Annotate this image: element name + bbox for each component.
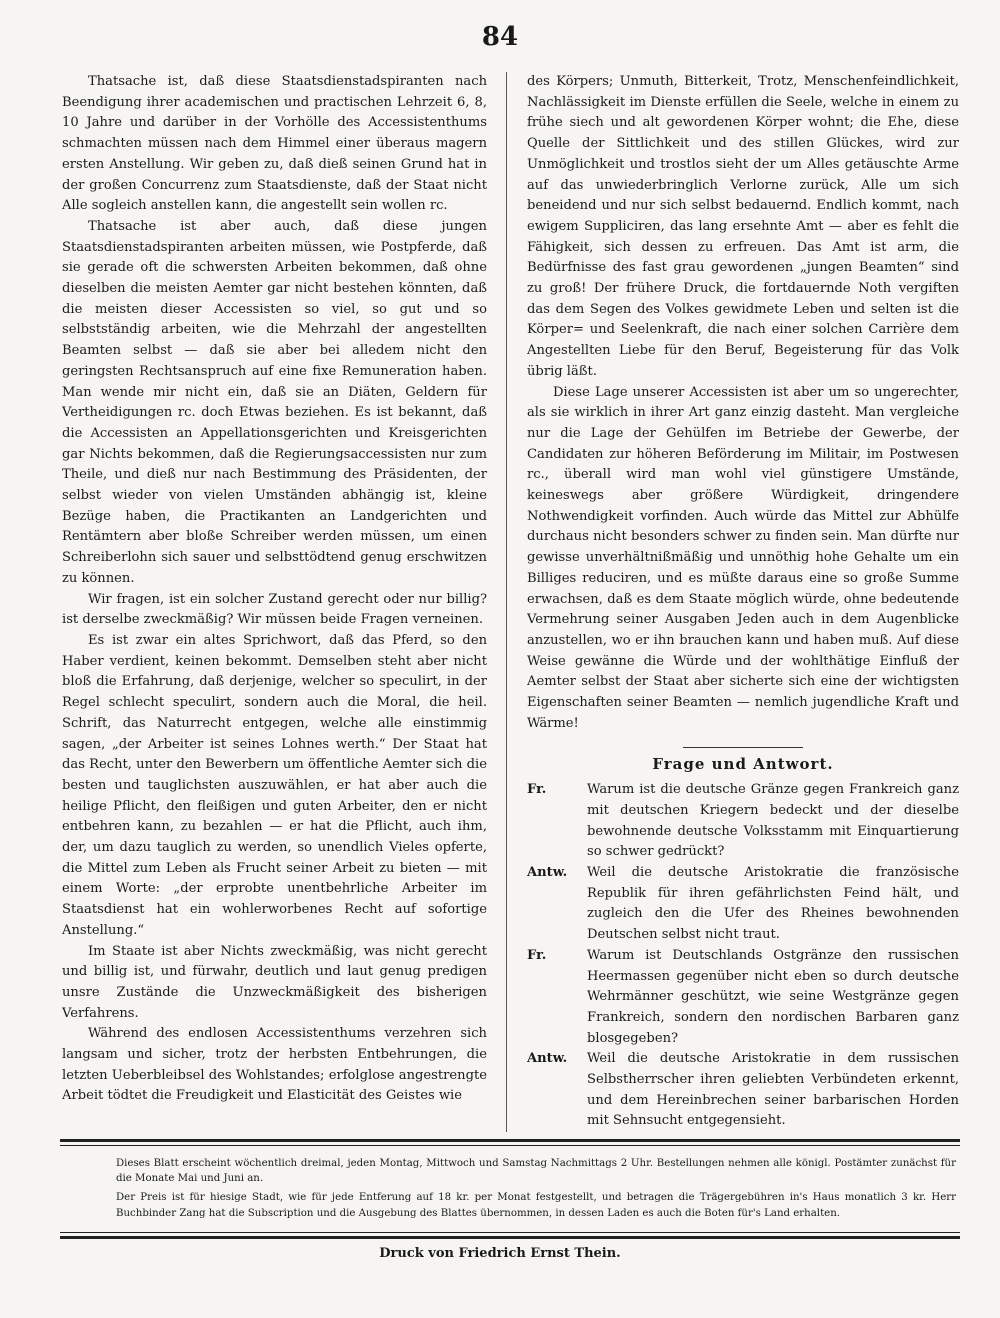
- qa-label: Fr.: [527, 782, 547, 798]
- footer-rule: [60, 1145, 960, 1146]
- qa-label: Fr.: [527, 947, 547, 963]
- footer-rule: [60, 1139, 960, 1142]
- paragraph: Thatsache ist aber auch, daß diese jungen Staatsdienstadspiranten arbeiten müssen, wie Postpferde, daß sie gerade oft die schwersten Arbeiten bekommen, daß ohne dieselben die meisten Aemter gar nicht bestehen könnten, daß die meisten dieser Accessisten so viel, so gut und so selbstständig arbeiten, wie die Mehrzahl der angestellten Beamten selbst — daß sie aber bei alledem nicht den geringsten Rechtsanspruch auf eine fixe Remuneration haben. Man wende mir nicht ein, daß sie an Diäten, Geldern für Vertheidigungen rc. doch Etwas beziehen. Es ist bekannt, daß die Accessisten an Appellationsgerichten und Kreisgerichten gar Nichts bekommen, daß die Regierungsaccessisten nur zum Theile, und dieß nur nach Bestimmung des Präsidenten, der selbst wieder von vielen Umständen abhängig ist, kleine Bezüge haben, die Practikanten an Landgerichten und Rentämtern aber bloße Schreiber werden müssen, um einen Schreiberlohn sich sauer und selbsttödtend genug erschwitzen zu können.: [62, 218, 487, 586]
- qa-text: Warum ist Deutschlands Ostgränze den russischen Heermassen gegenüber nicht eben so durch deutsche Wehrmänner geschützt, wie seine Westgränze gegen Frankreich, sondern den nordischen Barbaren ganz blosgegeben?: [587, 947, 959, 1046]
- section-divider: [683, 747, 803, 748]
- qa-item: [527, 1049, 959, 1130]
- qa-section-title: Frage und Antwort.: [652, 754, 834, 773]
- printer-imprint: Druck von Friedrich Ernst Thein.: [379, 1246, 621, 1261]
- paragraph: Es ist zwar ein altes Sprichwort, daß das Pferd, so den Haber verdient, keinen bekommt. Demselben steht aber nicht bloß die Erfahrung, daß derjenige, welcher so speculirt, in der Regel schlecht speculirt, sondern auch die Moral, die heil. Schrift, das Naturrecht entgegen, welche alle einstimmig sagen, „der Arbeiter ist seines Lohnes werth.“ Der Staat hat das Recht, unter den Bewerbern um öffentliche Aemter sich die besten und tauglichsten auszuwählen, er hat aber auch die heilige Pflicht, den fleißigen und guten Arbeiter, den er nicht entbehren kann, zu bezahlen — er hat die Pflicht, auch ihm, der, um dazu tauglich zu werden, so unendlich Vieles opferte, die Mittel zum Leben als Frucht seiner Arbeit zu bieten — mit einem Worte: „der erprobte unentbehrliche Arbeiter im Staatsdienst hat ein wohlerworbenes Recht auf sofortige Anstellung.“: [62, 632, 487, 938]
- paragraph: des Körpers; Unmuth, Bitterkeit, Trotz, Menschenfeindlichkeit, Nachlässigkeit im Dienste erfüllen die Seele, welche in einem zu frühe siech und alt gewordenen Körper wohnt; die Ehe, diese Quelle der Sittlichkeit und des stillen Glückes, wird zur Unmöglichkeit und trostlos sieht der um Alles getäuschte Arme auf das unwiederbringlich Verlorne zurück, Alle um sich beneidend und nur sich selbst bedauernd. Endlich kommt, nach ewigem Suppliciren, das lang ersehnte Amt — aber es fehlt die Fähigkeit, sich dessen zu erfreuen. Das Amt ist arm, die Bedürfnisse des fast grau gewordenen „jungen Beamten“ sind zu groß! Der frühere Druck, die fortdauernde Noth vergiften das dem Segen des Volkes gewidmete Leben und selten ist die Körper= und Seelenkraft, die nach einer solchen Carrière dem Angestellten Liebe für den Beruf, Begeisterung für das Volk übrig läßt.: [527, 74, 959, 379]
- column-divider: [506, 72, 507, 1132]
- paragraph: Thatsache ist, daß diese Staatsdienstadspiranten nach Beendigung ihrer academischen und practischen Lehrzeit 6, 8, 10 Jahre und darüber in der Vorhölle des Accessistenthums schmachten müssen nach dem Himmel einer überaus magern ersten Anstellung. Wir geben zu, daß dieß seinen Grund hat in der großen Concurrenz zum Staatsdienste, daß der Staat nicht Alle sogleich anstellen kann, die angestellt sein wollen rc.: [62, 74, 487, 214]
- paragraph: Diese Lage unserer Accessisten ist aber um so ungerechter, als sie wirklich in ihrer Art ganz einzig dasteht. Man vergleiche nur die Lage der Gehülfen im Betriebe der Gewerbe, der Candidaten zur höheren Beförderung im Militair, im Postwesen rc., überall wird man wohl viel günstigere Umstände, keineswegs aber größere Würdigkeit, dringendere Nothwendigkeit vorfinden. Auch würde das Mittel zur Abhülfe durchaus nicht besonders schwer zu finden sein. Man dürfte nur gewisse unverhältnißmäßig und unnöthig hohe Gehalte um ein Billiges reduciren, und es müßte daraus eine so große Summe erwachsen, daß es dem Staate möglich würde, ohne bedeutende Vermehrung seiner Ausgaben Jeden auch in dem Augenblicke anzustellen, wo er ihn brauchen kann und haben muß. Auf diese Weise gewänne die Würde und der wohlthätige Einfluß der Aemter selbst der Staat aber sicherte sich eine der wichtigsten Eigenschaften seiner Beamten — nemlich jugendliche Kraft und Wärme!: [527, 384, 959, 731]
- qa-item: [527, 946, 959, 1050]
- right-column: [527, 72, 959, 1130]
- publication-note: Der Preis ist für hiesige Stadt, wie für jede Entferung auf 18 kr. per Monat festgestellt, und betragen die Trägergebühren in's Haus monatlich 3 kr. Herr Buchbinder Zang hat die Subscription und die Ausgebung des Blattes übernommen, in dessen Laden es auch die Boten für's Land erhalten.: [116, 1192, 956, 1219]
- qa-label: Antw.: [527, 1051, 568, 1067]
- qa-text: Weil die deutsche Aristokratie in dem russischen Selbstherrscher ihren geliebten Verbündeten erkennt, und dem Hereinbrechen seiner barbarischen Horden mit Sehnsucht entgegensieht.: [587, 1051, 959, 1129]
- publication-notes: [116, 1156, 956, 1225]
- publication-note: Dieses Blatt erscheint wöchentlich dreimal, jeden Montag, Mittwoch und Samstag Nachmittags 2 Uhr. Bestellungen nehmen alle königl. Postämter zunächst für die Monate Mai und Juni an.: [116, 1158, 956, 1185]
- paragraph: Im Staate ist aber Nichts zweckmäßig, was nicht gerecht und billig ist, und fürwahr, deutlich und laut genug predigen unsre Zustände die Unzweckmäßigkeit des bisherigen Verfahrens.: [62, 943, 487, 1021]
- left-column: [62, 72, 487, 1130]
- footer-rule: [60, 1232, 960, 1233]
- qa-text: Weil die deutsche Aristokratie die französische Republik für ihren gefährlichsten Feind hält, und zugleich den die Ufer des Rheines bewohnenden Deutschen selbst nicht traut.: [587, 865, 959, 943]
- paragraph: Während des endlosen Accessistenthums verzehren sich langsam und sicher, trotz der herbsten Entbehrungen, die letzten Ueberbleibsel des Wohlstandes; erfolglose angestrengte Arbeit tödtet die Freudigkeit und Elasticität des Geistes wie: [62, 1026, 487, 1104]
- footer-rule: [60, 1236, 960, 1239]
- page-number: 84: [481, 22, 519, 52]
- qa-text: Warum ist die deutsche Gränze gegen Frankreich ganz mit deutschen Kriegern bedeckt und der dieselbe bewohnende deutsche Volksstamm mit Einquartierung so schwer gedrückt?: [587, 782, 959, 860]
- qa-item: [527, 780, 959, 863]
- paragraph: Wir fragen, ist ein solcher Zustand gerecht oder nur billig? ist derselbe zweckmäßig? Wir müssen beide Fragen verneinen.: [62, 591, 487, 628]
- qa-label: Antw.: [527, 865, 568, 881]
- qa-item: [527, 863, 959, 946]
